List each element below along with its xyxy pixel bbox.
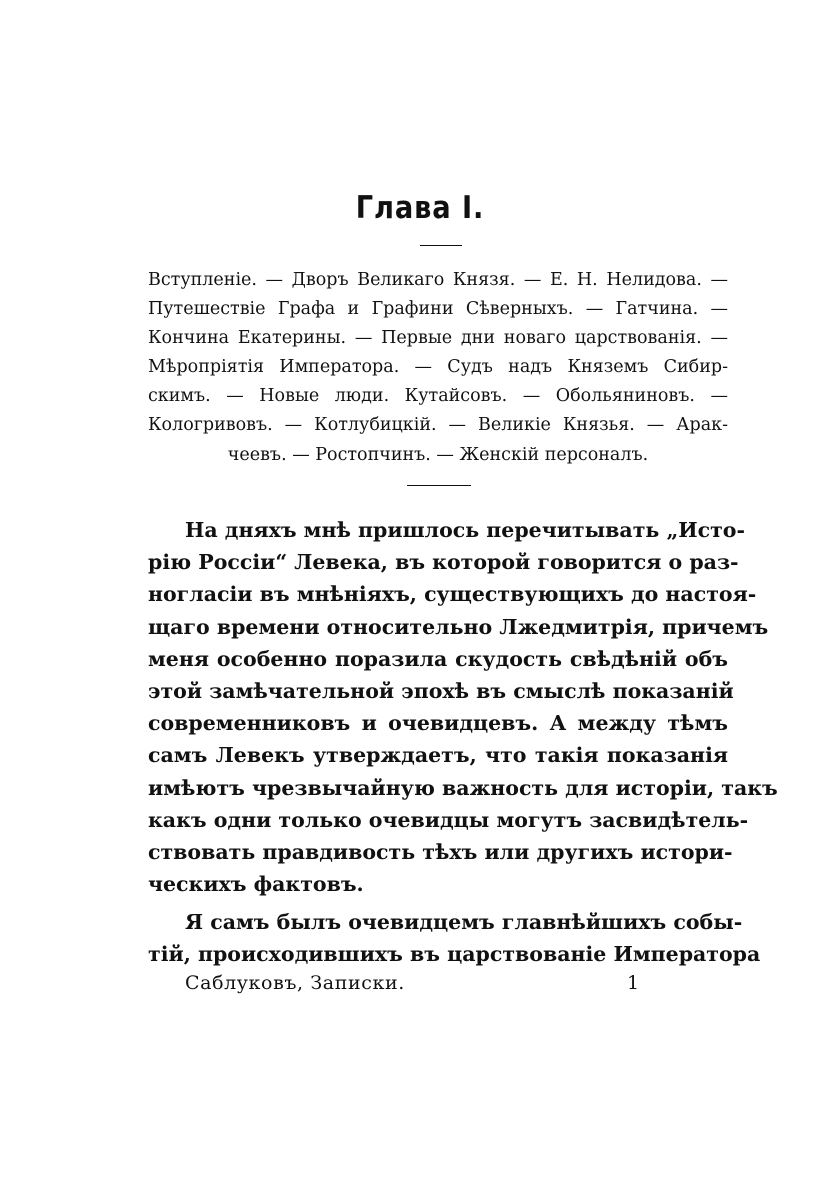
paragraph-line: ствовать правдивость тѣхъ или другихъ истори-: [148, 839, 733, 864]
summary-divider: [407, 485, 471, 486]
paragraph-line: Я самъ былъ очевидцемъ главнѣйшихъ собы-: [185, 910, 743, 935]
paragraph-line: тій, происходившихъ въ царствованіе Императора: [148, 942, 761, 967]
paragraph-line: этой замѣчательной эпохѣ въ смыслѣ показаній: [148, 678, 734, 703]
paragraph-line: На дняхъ мнѣ пришлось перечитывать „Исто-: [185, 518, 745, 542]
paragraph-line: рію Россіи“ Левека, въ которой говорится о раз-: [148, 550, 739, 575]
paragraph-line: меня особенно поразила скудость свѣдѣній объ: [148, 646, 728, 671]
page-number: 1: [627, 972, 640, 994]
paragraph-line: имѣютъ чрезвычайную важность для исторіи, такъ: [148, 775, 778, 800]
paragraph-line: ческихъ фактовъ.: [148, 872, 364, 897]
page-footer: [185, 972, 645, 1002]
chapter-title: Глава I.: [355, 190, 485, 226]
paragraph-line: современниковъ и очевидцевъ. А между тѣмъ: [148, 711, 728, 736]
body-text: [148, 514, 778, 971]
chapter-summary: [148, 266, 728, 470]
paragraph-line: самъ Левекъ утверждаетъ, что такія показанія: [148, 743, 728, 768]
summary-line: Кологривовъ. — Котлубицкій. — Великіе Князья. — Арак-: [148, 415, 728, 436]
paragraph-line: щаго времени относительно Лжедмитрія, причемъ: [148, 614, 769, 639]
title-divider: [420, 245, 462, 246]
summary-line: Мѣропріятія Императора. — Судъ надъ Княземъ Сибир-: [148, 357, 728, 378]
paragraph-line: ногласіи въ мнѣніяхъ, существующихъ до настоя-: [148, 582, 757, 607]
summary-line: Путешествіе Графа и Графини Сѣверныхъ. — Гатчина. —: [148, 299, 728, 320]
summary-line: скимъ. — Новые люди. Кутайсовъ. — Обольяниновъ. —: [148, 386, 728, 407]
paragraph-line: какъ одни только очевидцы могутъ засвидѣтель-: [148, 807, 749, 832]
summary-line: Вступленіе. — Дворъ Великаго Князя. — Е. Н. Нелидова. —: [148, 270, 728, 290]
summary-line: Кончина Екатерины. — Первые дни новаго царствованія. —: [148, 328, 728, 349]
running-title: Саблуковъ, Записки.: [185, 972, 405, 994]
summary-line: чеевъ. — Ростопчинъ. — Женскій персоналъ.: [227, 444, 649, 465]
